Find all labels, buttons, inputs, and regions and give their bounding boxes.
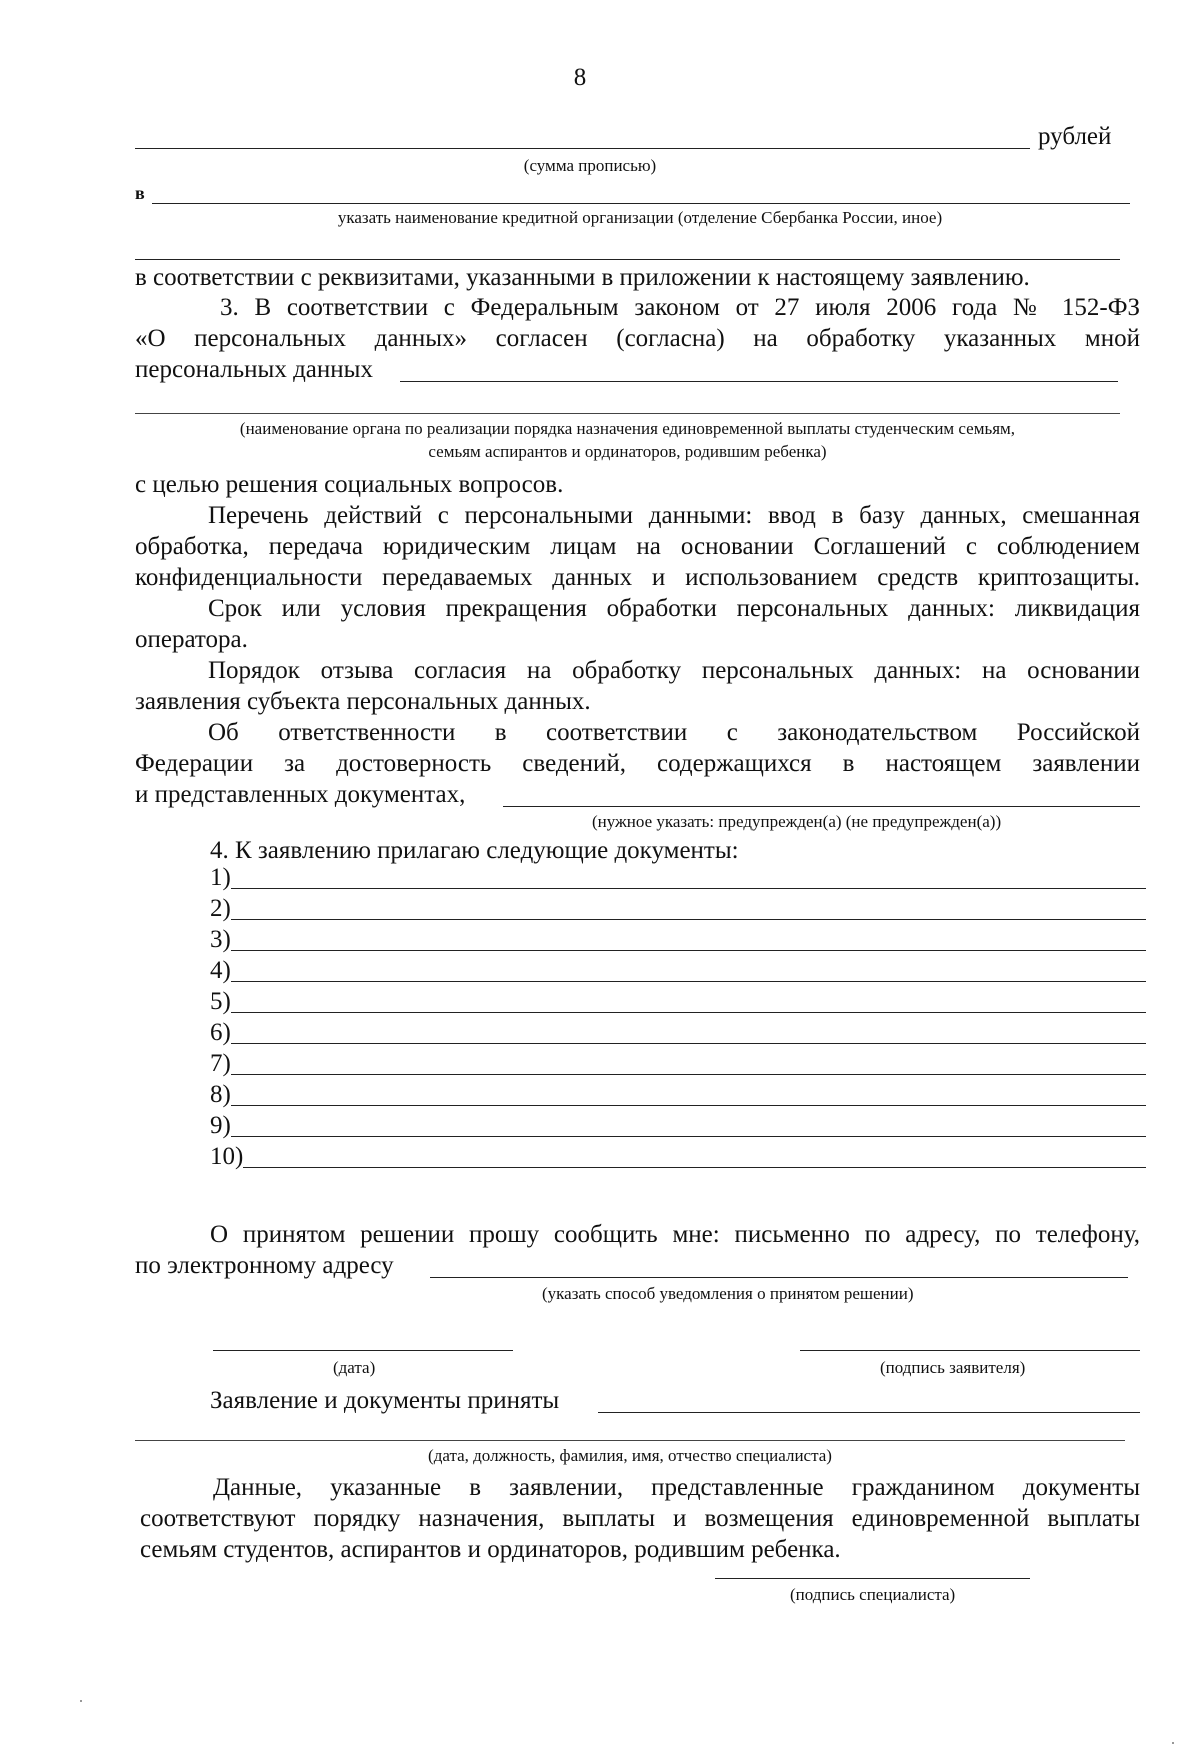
sum-input-line[interactable] bbox=[135, 148, 1030, 149]
document-number: 10) bbox=[210, 1143, 244, 1170]
document-number: 8) bbox=[210, 1081, 231, 1108]
specialist-signature-caption: (подпись специалиста) bbox=[790, 1585, 956, 1604]
org-input-line[interactable] bbox=[400, 381, 1118, 382]
notify-caption: (указать способ уведомления о принятом решении) bbox=[542, 1284, 914, 1303]
section3-line1: 3. В соответствии с Федеральным законом от 27 июля 2006 года № 152-ФЗ bbox=[220, 294, 1140, 321]
org-caption-2: семьям аспирантов и ординаторов, родившим ребенка) bbox=[428, 442, 827, 461]
accepted-input-line[interactable] bbox=[598, 1412, 1140, 1413]
sum-caption: (сумма прописью) bbox=[523, 156, 657, 175]
bank-caption: указать наименование кредитной организации (отделение Сбербанка России, иное) bbox=[337, 208, 943, 227]
document-number: 7) bbox=[210, 1050, 231, 1077]
document-line-6[interactable] bbox=[210, 1017, 1146, 1048]
org-input-line-2[interactable] bbox=[135, 413, 1120, 414]
warning-input-line[interactable] bbox=[503, 806, 1140, 807]
applicant-signature-line[interactable] bbox=[800, 1350, 1140, 1351]
document-number: 4) bbox=[210, 957, 231, 984]
requisites-text: в соответствии с реквизитами, указанными в приложении к настоящему заявлению. bbox=[135, 264, 1030, 291]
scan-speck bbox=[1172, 1742, 1174, 1744]
document-line-1[interactable] bbox=[210, 862, 1146, 893]
notify-line1: О принятом решении прошу сообщить мне: письменно по адресу, по телефону, bbox=[210, 1221, 1140, 1248]
responsibility-line1: Об ответственности в соответствии с законодательством Российской bbox=[208, 719, 1140, 746]
term-line1: Срок или условия прекращения обработки персональных данных: ликвидация bbox=[208, 595, 1140, 622]
accepted-caption: (дата, должность, фамилия, имя, отчество специалиста) bbox=[428, 1446, 832, 1465]
document-number: 6) bbox=[210, 1019, 231, 1046]
document-number: 3) bbox=[210, 926, 231, 953]
specialist-signature-line[interactable] bbox=[715, 1578, 1030, 1579]
document-number: 9) bbox=[210, 1112, 231, 1139]
warning-caption: (нужное указать: предупрежден(а) (не предупрежден(а)) bbox=[592, 812, 1002, 831]
document-line-7[interactable] bbox=[210, 1048, 1146, 1079]
document-line-2[interactable] bbox=[210, 893, 1146, 924]
conformity-line1: Данные, указанные в заявлении, представленные гражданином документы bbox=[213, 1474, 1140, 1501]
rubles-label: рублей bbox=[1038, 123, 1112, 150]
document-number: 1) bbox=[210, 864, 231, 891]
document-line-5[interactable] bbox=[210, 986, 1146, 1017]
document-number: 5) bbox=[210, 988, 231, 1015]
term-line2: оператора. bbox=[135, 626, 248, 653]
accepted-label: Заявление и документы приняты bbox=[210, 1387, 560, 1414]
document-line-3[interactable] bbox=[210, 924, 1146, 955]
page-number: 8 bbox=[573, 64, 587, 91]
section3-line2: «О персональных данных» согласен (согласна) на обработку указанных мной bbox=[135, 325, 1140, 352]
section4-heading: 4. К заявлению прилагаю следующие документы: bbox=[210, 837, 739, 864]
document-line-10[interactable] bbox=[210, 1141, 1146, 1172]
actions-line1: Перечень действий с персональными данными: ввод в базу данных, смешанная bbox=[208, 502, 1140, 529]
specialist-input-line[interactable] bbox=[135, 1440, 1125, 1441]
conformity-line3: семьям студентов, аспирантов и ординаторов, родившим ребенка. bbox=[140, 1536, 841, 1563]
document-number: 2) bbox=[210, 895, 231, 922]
actions-line2: обработка, передача юридическим лицам на основании Соглашений с соблюдением bbox=[135, 533, 1140, 560]
bank-input-line[interactable] bbox=[152, 203, 1130, 204]
date-caption: (дата) bbox=[333, 1358, 376, 1377]
revoke-line2: заявления субъекта персональных данных. bbox=[135, 688, 591, 715]
notify-line2: по электронному адресу bbox=[135, 1252, 394, 1279]
notify-input-line[interactable] bbox=[430, 1277, 1128, 1278]
bank-input-line-2[interactable] bbox=[135, 259, 1120, 260]
section3-line3: персональных данных bbox=[135, 356, 373, 383]
responsibility-line3: и представленных документах, bbox=[135, 781, 466, 808]
bank-prefix: в bbox=[135, 183, 145, 203]
org-caption-1: (наименование органа по реализации порядка назначения единовременной выплаты студенческим семьям, bbox=[239, 419, 1016, 438]
responsibility-line2: Федерации за достоверность сведений, содержащихся в настоящем заявлении bbox=[135, 750, 1140, 777]
scan-speck bbox=[80, 1700, 82, 1702]
conformity-line2: соответствуют порядку назначения, выплаты и возмещения единовременной выплаты bbox=[140, 1505, 1140, 1532]
document-line-4[interactable] bbox=[210, 955, 1146, 986]
date-input-line[interactable] bbox=[213, 1350, 513, 1351]
document-line-8[interactable] bbox=[210, 1079, 1146, 1110]
revoke-line1: Порядок отзыва согласия на обработку персональных данных: на основании bbox=[208, 657, 1140, 684]
actions-line3: конфиденциальности передаваемых данных и использованием средств криптозащиты. bbox=[135, 564, 1140, 591]
purpose-text: с целью решения социальных вопросов. bbox=[135, 471, 564, 498]
document-line-9[interactable] bbox=[210, 1110, 1146, 1141]
applicant-signature-caption: (подпись заявителя) bbox=[880, 1358, 1026, 1377]
